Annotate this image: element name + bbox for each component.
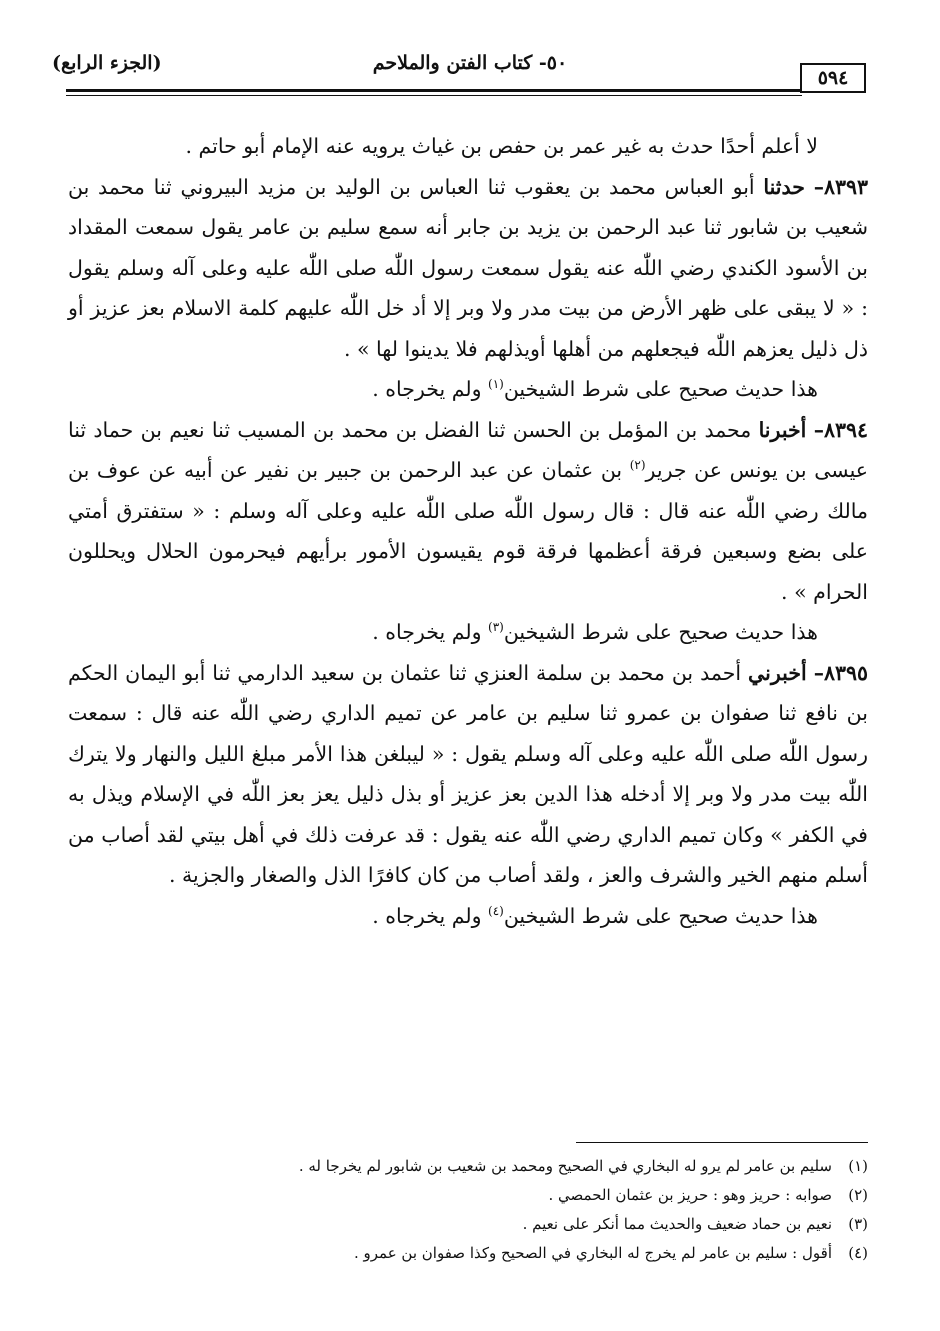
verdict-tail: ولم يخرجاه . <box>372 620 488 644</box>
verdict-8395 <box>68 896 868 937</box>
footnote-ref: (٤) <box>488 903 504 918</box>
footnote-separator <box>576 1142 868 1143</box>
hadith-8393 <box>68 167 868 370</box>
footnote-text: أقول : سليم بن عامر لم يخرج له البخاري في الصحيح وكذا صفوان بن عمرو . <box>353 1244 832 1262</box>
hadith-keyword: أخبرني <box>748 660 807 685</box>
header-rule-thick <box>66 89 802 92</box>
verdict-text: هذا حديث صحيح على شرط الشيخين <box>503 903 818 928</box>
page-number: ٥٩٤ <box>817 67 849 89</box>
header-rule-thin <box>66 95 802 96</box>
verdict-text: هذا حديث صحيح على شرط الشيخين <box>503 620 818 644</box>
hadith-keyword: أخبرنا <box>758 417 807 442</box>
footnote-ref: (٢) <box>629 458 646 473</box>
footnote-number: (١) <box>848 1157 868 1175</box>
main-text <box>68 126 868 936</box>
page-number-box <box>800 63 866 93</box>
hadith-keyword: حدثنا <box>763 174 805 199</box>
verdict-text: هذا حديث صحيح على شرط الشيخين <box>503 377 818 401</box>
footnote-text: سليم بن عامر لم يرو له البخاري في الصحيح ومحمد بن شعيب بن شابور لم يخرجا له . <box>298 1157 832 1175</box>
verdict-8393 <box>68 369 868 410</box>
hadith-8394 <box>68 410 868 613</box>
footnote-1 <box>100 1152 868 1181</box>
hadith-number: ٨٣٩٣– <box>813 174 868 199</box>
hadith-8395 <box>68 653 868 896</box>
volume-label: (الجزء الرابع) <box>52 52 162 74</box>
hadith-text-continued: بن عثمان عن عبد الرحمن بن جبير بن نفير عن أبيه عن عوف بن مالك رضي اللّٰه عنه قال : قال رسول اللّٰه صلى اللّٰه عليه وعلى آله وسلم : « ستفترق أمتي على بضع وسبعين فرقة أعظمها فرقة قوم يقيسون الأمور برأيهم فيحرمون الحلال ويحللون الحرام » . <box>68 458 868 604</box>
footnote-ref: (١) <box>488 377 504 392</box>
footnote-4 <box>100 1239 868 1268</box>
verdict-tail: ولم يخرجاه . <box>372 903 488 928</box>
hadith-text: أحمد بن محمد بن سلمة العنزي ثنا عثمان بن سعيد الدارمي ثنا أبو اليمان الحكم بن نافع ثنا صفوان بن عمرو ثنا سليم بن عامر عن تميم الداري رضي اللّٰه عنه قال : سمعت رسول اللّٰه صلى اللّٰه عليه وعلى آله وسلم يقول : « ليبلغن هذا الأمر مبلغ الليل والنهار ولا يترك اللّٰه بيت مدر ولا وبر إلا أدخله هذا الدين بعز عزيز أو بذل ذليل يعز بعز اللّٰه في الإسلام ويذل به في الكفر » وكان تميم الداري رضي اللّٰه عنه يقول : قد عرفت ذلك في أهل بيتي لقد أصاب من أسلم منهم الخير والشرف والعز ، ولقد أصاب من كان كافرًا الذل والصغار والجزية . <box>68 660 868 887</box>
footnote-number: (٤) <box>848 1244 868 1262</box>
hadith-number: ٨٣٩٥– <box>813 660 868 685</box>
footnote-text: نعيم بن حماد ضعيف والحديث مما أنكر على نعيم . <box>522 1215 832 1233</box>
footnote-2 <box>100 1181 868 1210</box>
footnote-ref: (٣) <box>488 620 504 635</box>
hadith-text: محمد بن المؤمل بن الحسن ثنا الفضل بن محمد بن المسيب ثنا نعيم بن حماد ثنا عيسى بن يونس عن جرير <box>68 417 868 482</box>
verdict-tail: ولم يخرجاه . <box>372 377 488 401</box>
footnote-3 <box>100 1210 868 1239</box>
intro-text: لا أعلم أحدًا حدث به غير عمر بن حفص بن غياث يرويه عنه الإمام أبو حاتم . <box>185 134 818 158</box>
footnote-number: (٢) <box>848 1186 868 1204</box>
footnote-number: (٣) <box>848 1215 868 1233</box>
footnote-text: صوابه : حريز وهو : حريز بن عثمان الحمصي . <box>548 1186 832 1204</box>
hadith-number: ٨٣٩٤– <box>813 417 868 442</box>
hadith-text: أبو العباس محمد بن يعقوب ثنا العباس بن الوليد بن مزيد البيروني ثنا محمد بن شعيب بن شابور ثنا عبد الرحمن بن يزيد بن جابر أنه سمع سليم بن عامر يقول سمعت المقداد بن الأسود الكندي رضي اللّٰه عنه يقول سمعت رسول اللّٰه صلى اللّٰه عليه وعلى آله وسلم يقول : « لا يبقى على ظهر الأرض من بيت مدر ولا وبر إلا أد خل اللّٰه عليهم كلمة الاسلام بعز عزيز أو ذل ذليل يعزهم اللّٰه فيجعلهم من أهلها أويذلهم فلا يدينوا لها » . <box>68 174 868 361</box>
verdict-8394 <box>68 612 868 653</box>
footnotes <box>100 1152 868 1268</box>
book-title: ٥٠- كتاب الفتن والملاحم <box>372 52 568 74</box>
paragraph-intro <box>68 126 868 167</box>
